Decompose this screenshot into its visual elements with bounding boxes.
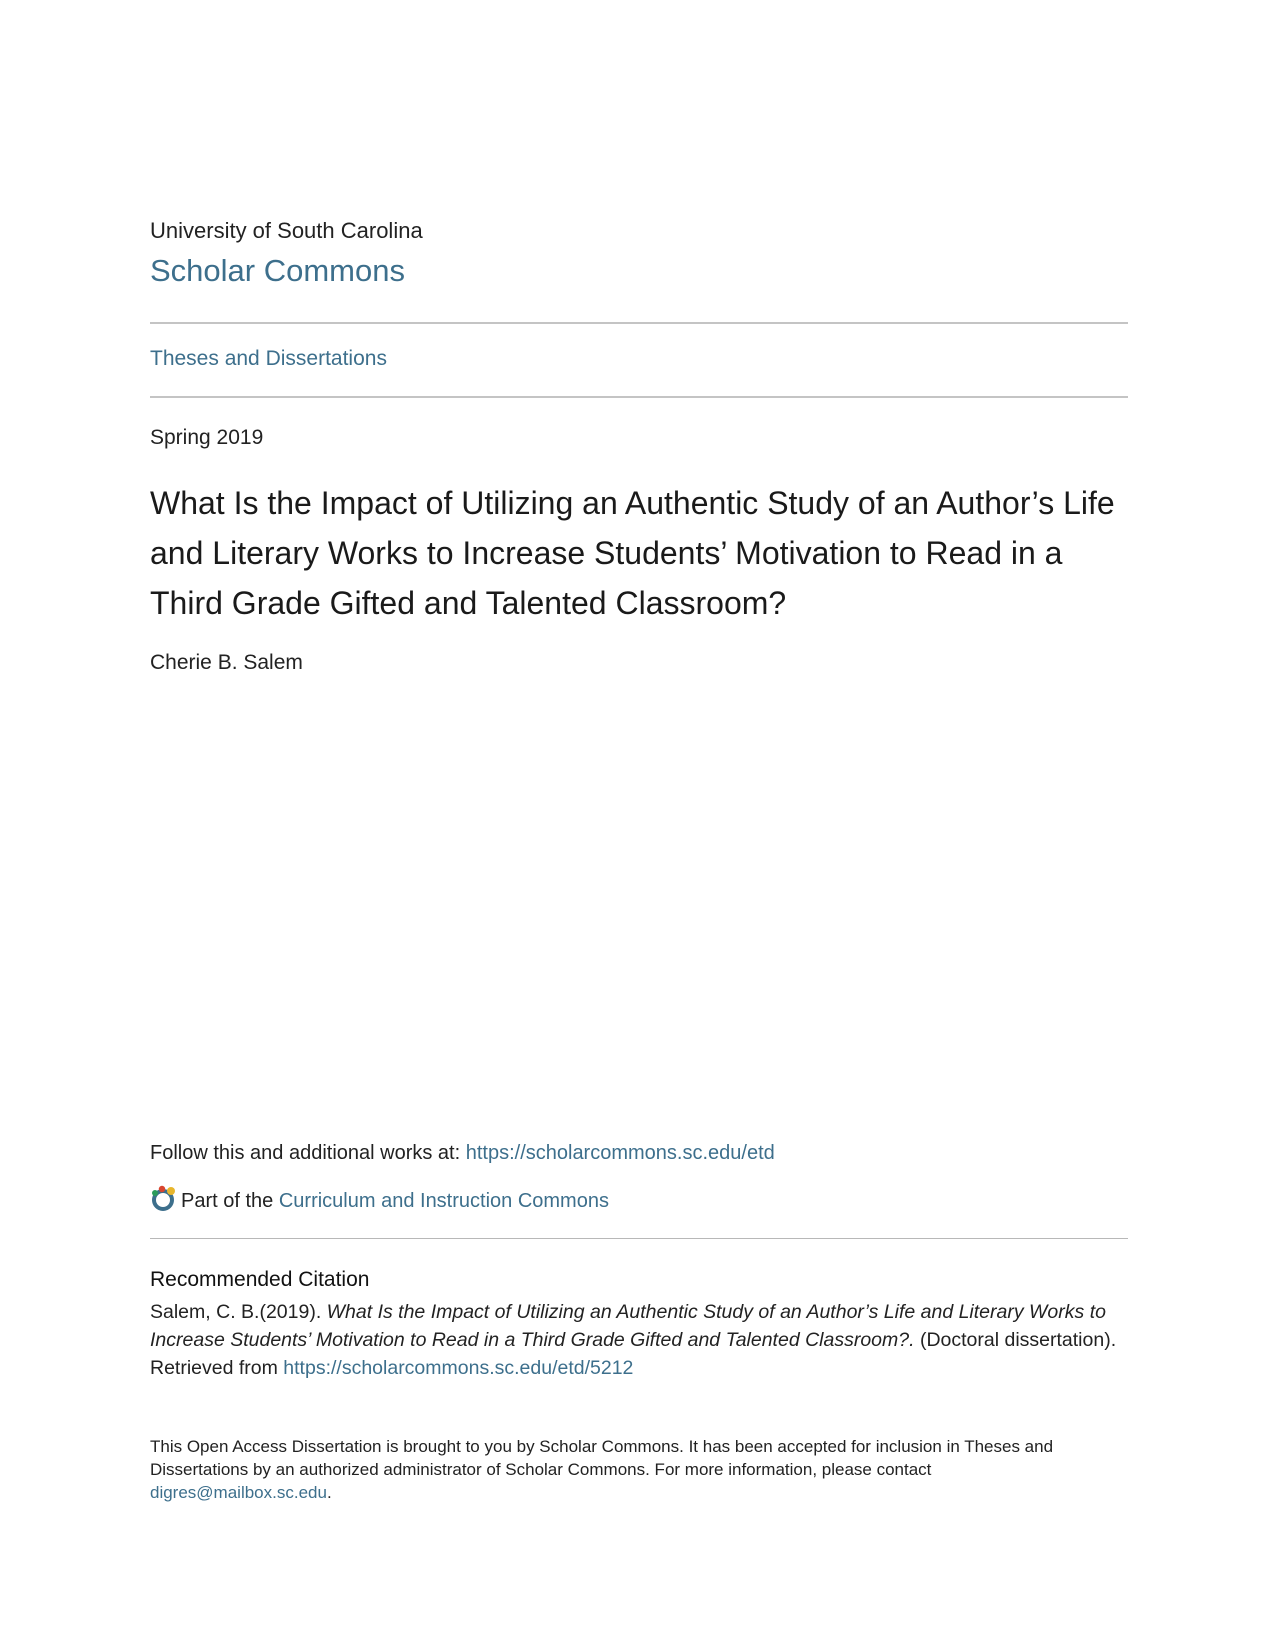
citation-retrieved: (Doctoral dissertation). Retrieved from	[150, 1329, 1117, 1379]
access-notice	[150, 1435, 1070, 1504]
divider	[150, 1238, 1128, 1239]
collection-url-link[interactable]: https://scholarcommons.sc.edu/etd	[465, 1142, 775, 1164]
part-of-line	[150, 1185, 609, 1213]
part-of-label: Part of the	[181, 1190, 279, 1212]
citation-heading: Recommended Citation	[150, 1268, 370, 1291]
citation-text	[150, 1298, 1128, 1382]
collection-link[interactable]: Theses and Dissertations	[150, 347, 387, 370]
citation-prefix: Salem, C. B.(2019).	[150, 1301, 327, 1323]
cover-page	[150, 0, 1128, 1650]
citation-url-link[interactable]: https://scholarcommons.sc.edu/etd/5212	[283, 1357, 634, 1379]
author-name: Cherie B. Salem	[150, 651, 303, 674]
publication-date: Spring 2019	[150, 426, 264, 449]
contact-email-link[interactable]: digres@mailbox.sc.edu	[150, 1483, 327, 1502]
institution-name: University of South Carolina	[150, 218, 423, 243]
discipline-link[interactable]: Curriculum and Instruction Commons	[278, 1190, 609, 1212]
follow-line	[150, 1142, 775, 1165]
access-notice-end: .	[326, 1483, 332, 1502]
citation-title: What Is the Impact of Utilizing an Authentic Study of an Author’s Life and Literary Works to Increase Students’ Motivation to Read in a Third Grade Gifted and Talented Classroom?.	[150, 1301, 1106, 1351]
divider	[150, 322, 1128, 324]
divider	[150, 396, 1128, 398]
follow-label: Follow this and additional works at:	[150, 1142, 466, 1164]
repository-link[interactable]: Scholar Commons	[150, 253, 405, 288]
document-title: What Is the Impact of Utilizing an Authentic Study of an Author’s Life and Literary Works to Increase Students’ Motivation to Read in a Third Grade Gifted and Talented Classroom?	[150, 485, 1115, 621]
network-icon	[150, 1185, 178, 1213]
access-notice-text: This Open Access Dissertation is brought to you by Scholar Commons. It has been accepted for inclusion in Theses and Dissertations by an authorized administrator of Scholar Commons. For more information, please contact	[150, 1437, 1054, 1479]
